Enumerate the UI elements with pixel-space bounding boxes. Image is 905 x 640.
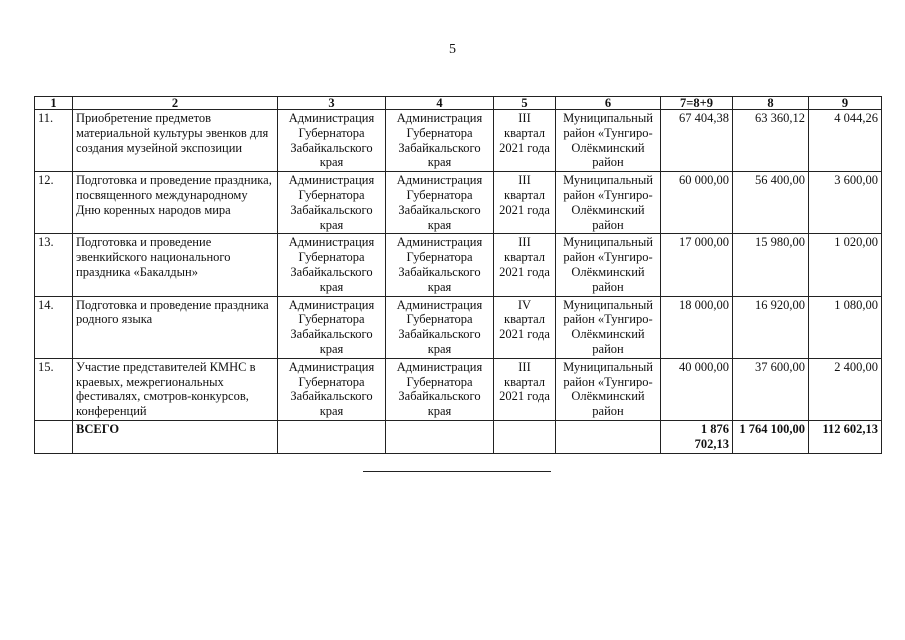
responsible-executor: Администрация Губернатора Забайкальского края — [278, 110, 386, 172]
totals-label: ВСЕГО — [73, 420, 278, 453]
grand-total-col8: 1 764 100,00 — [733, 420, 809, 453]
amount-col9: 2 400,00 — [809, 358, 882, 420]
amount-col8: 15 980,00 — [733, 234, 809, 296]
district: Муниципальный район «Тунгиро-Олёкминский район — [556, 234, 661, 296]
header-cell: 5 — [494, 97, 556, 110]
table-row — [35, 110, 882, 172]
table-row — [35, 172, 882, 234]
amount-col9: 4 044,26 — [809, 110, 882, 172]
amount-col9: 1 020,00 — [809, 234, 882, 296]
amount-col8: 16 920,00 — [733, 296, 809, 358]
empty-cell — [386, 420, 494, 453]
event-name: Приобретение предметов материальной культуры эвенков для создания музейной экспозиции — [73, 110, 278, 172]
period: IV квартал 2021 года — [494, 296, 556, 358]
page-number: 5 — [449, 42, 456, 57]
row-number: 13. — [35, 234, 73, 296]
responsible-executor: Администрация Губернатора Забайкальского края — [278, 234, 386, 296]
totals-row — [35, 420, 882, 453]
period: III квартал 2021 года — [494, 234, 556, 296]
funds-recipient: Администрация Губернатора Забайкальского края — [386, 358, 494, 420]
amount-col8: 56 400,00 — [733, 172, 809, 234]
empty-cell — [35, 420, 73, 453]
district: Муниципальный район «Тунгиро-Олёкминский район — [556, 172, 661, 234]
event-name: Подготовка и проведение праздника, посвященного международному Дню коренных народов мира — [73, 172, 278, 234]
amount-total: 67 404,38 — [661, 110, 733, 172]
amount-col8: 37 600,00 — [733, 358, 809, 420]
district: Муниципальный район «Тунгиро-Олёкминский район — [556, 358, 661, 420]
header-cell: 2 — [73, 97, 278, 110]
amount-total: 60 000,00 — [661, 172, 733, 234]
header-cell: 3 — [278, 97, 386, 110]
budget-table — [34, 96, 882, 454]
row-number: 12. — [35, 172, 73, 234]
responsible-executor: Администрация Губернатора Забайкальского края — [278, 172, 386, 234]
header-cell: 6 — [556, 97, 661, 110]
district: Муниципальный район «Тунгиро-Олёкминский район — [556, 110, 661, 172]
empty-cell — [494, 420, 556, 453]
amount-col8: 63 360,12 — [733, 110, 809, 172]
event-name: Подготовка и проведение праздника родного языка — [73, 296, 278, 358]
row-number: 15. — [35, 358, 73, 420]
district: Муниципальный район «Тунгиро-Олёкминский район — [556, 296, 661, 358]
funds-recipient: Администрация Губернатора Забайкальского края — [386, 110, 494, 172]
table-row — [35, 234, 882, 296]
row-number: 14. — [35, 296, 73, 358]
funds-recipient: Администрация Губернатора Забайкальского края — [386, 172, 494, 234]
responsible-executor: Администрация Губернатора Забайкальского края — [278, 296, 386, 358]
empty-cell — [556, 420, 661, 453]
empty-cell — [278, 420, 386, 453]
event-name: Участие представителей КМНС в краевых, межрегиональных фестивалях, смотров-конкурсов, конференций — [73, 358, 278, 420]
table-row — [35, 358, 882, 420]
amount-col9: 1 080,00 — [809, 296, 882, 358]
header-cell: 8 — [733, 97, 809, 110]
header-row — [35, 97, 882, 110]
row-number: 11. — [35, 110, 73, 172]
funds-recipient: Администрация Губернатора Забайкальского края — [386, 296, 494, 358]
amount-total: 40 000,00 — [661, 358, 733, 420]
grand-total: 1 876 702,13 — [661, 420, 733, 453]
responsible-executor: Администрация Губернатора Забайкальского края — [278, 358, 386, 420]
period: III квартал 2021 года — [494, 110, 556, 172]
grand-total-col9: 112 602,13 — [809, 420, 882, 453]
header-cell: 7=8+9 — [661, 97, 733, 110]
closing-divider-line — [363, 471, 551, 472]
funds-recipient: Администрация Губернатора Забайкальского края — [386, 234, 494, 296]
header-cell: 1 — [35, 97, 73, 110]
amount-total: 18 000,00 — [661, 296, 733, 358]
header-cell: 4 — [386, 97, 494, 110]
period: III квартал 2021 года — [494, 358, 556, 420]
amount-total: 17 000,00 — [661, 234, 733, 296]
event-name: Подготовка и проведение эвенкийского национального праздника «Бакалдын» — [73, 234, 278, 296]
header-cell: 9 — [809, 97, 882, 110]
amount-col9: 3 600,00 — [809, 172, 882, 234]
table-row — [35, 296, 882, 358]
period: III квартал 2021 года — [494, 172, 556, 234]
